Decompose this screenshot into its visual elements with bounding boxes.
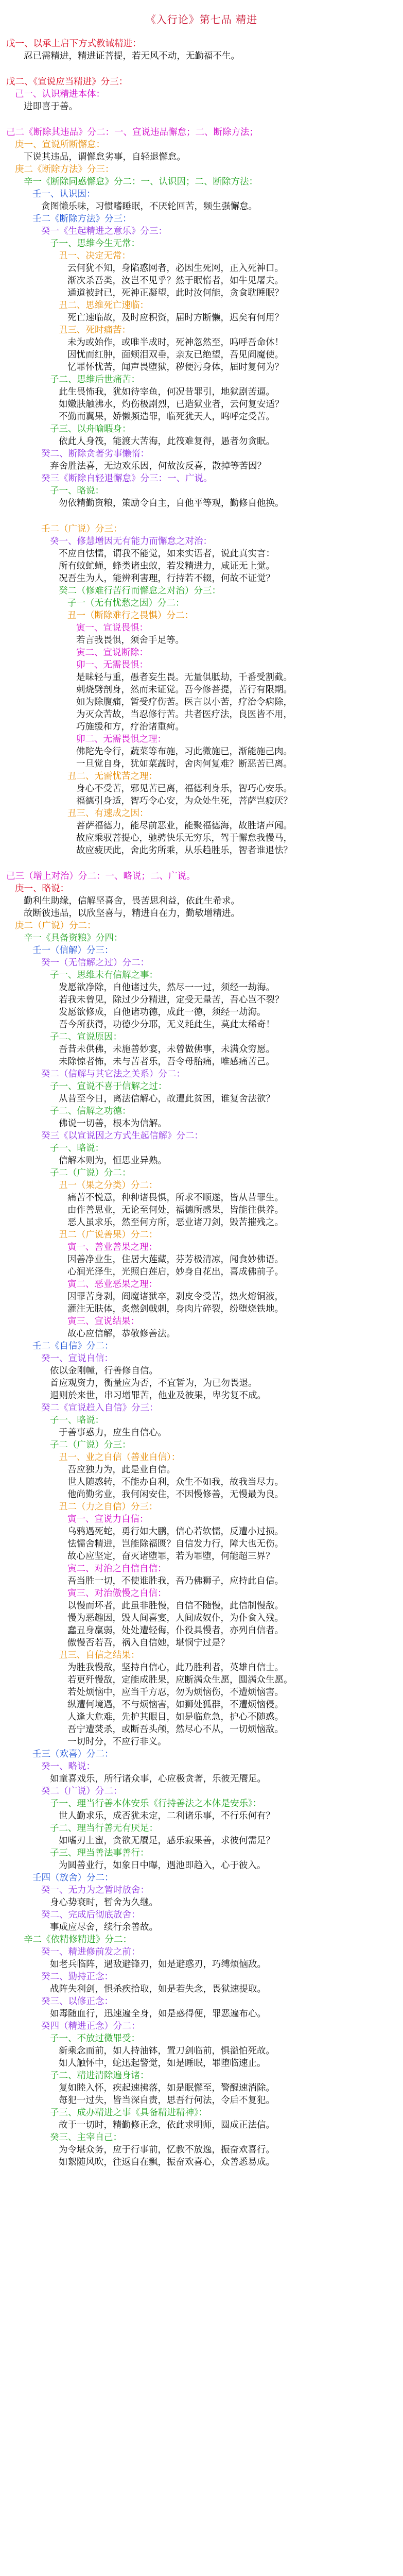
outline-heading: 庚一、宣说所断懈怠： — [15, 140, 105, 150]
verse-line: 弃舍胜法喜，无边欢乐因，何故汝反喜，散掉等苦因？ — [50, 461, 266, 471]
verse-line: 灌注无肤体，炙燃剑戟刺，身肉片碎裂，纷堕烧铁地。 — [67, 1304, 284, 1314]
outline-heading: 癸一、修慧增因无有能力而懈怠之对治： — [50, 536, 212, 547]
outline-heading: 癸一《生起精进之意乐》分三： — [41, 226, 167, 236]
verse-line: 故断彼违品，以欣坚喜与，精进自在力，勤敏增精进。 — [24, 908, 240, 919]
verse-line: 恶人虽求乐，然至何方所，恶业诸刀剑，毁苦摧残之。 — [67, 1217, 284, 1228]
outline-heading: 子二（广说）分三： — [50, 1440, 131, 1450]
outline-heading: 子一、思维未有信解之事： — [50, 970, 158, 980]
outline-heading: 丑一（果之分类）分二： — [59, 1180, 158, 1191]
outline-heading: 壬二《断除方法》分三： — [32, 214, 132, 224]
outline-heading: 癸一、宣说自信： — [41, 1353, 113, 1364]
outline-heading: 子一、略说： — [50, 1415, 104, 1426]
verse-line: 若更歼慢敌，定能成胜果，应断满众生愿，圆满众生愿。 — [67, 1675, 293, 1685]
verse-line: 若我未曾见，除过少分精进，定受无量苦，吾心岂不裂？ — [59, 995, 284, 1005]
verse-line: 故心应信解，恭敬修善法。 — [67, 1329, 176, 1339]
outline-heading: 癸三《以宣说因之方式生起信解》分二： — [41, 1131, 203, 1141]
verse-line: 一切时分，不应行非义。 — [67, 1737, 167, 1747]
verse-line: 怯懦舍精进，岂能除福匮？自信发力行，障大也无伤。 — [67, 1539, 284, 1549]
outline-heading: 寅三、宣说结果： — [67, 1316, 139, 1327]
outline-heading: 子三、成办精进之事《具备精进精神》： — [50, 2108, 208, 2118]
outline-heading: 丑一（断除难行之畏惧）分二： — [67, 611, 194, 621]
verse-line: 吾宁遭焚杀，或断吾头颅，然尽心不从，一切烦恼敌。 — [67, 1724, 284, 1735]
verse-line: 死亡速临故，及时应积资，届时方断懒，迟矣有何用？ — [67, 313, 284, 323]
verse-line: 世人随惑转，不能办自利，众生不如我，故我当尽力。 — [67, 1477, 284, 1487]
verse-line: 如嫩肤触沸水，灼伤极剧烈，已造狱业者，云何复安适？ — [59, 399, 284, 410]
verse-line: 复如睦入怀，疾起速拂落，如是眠懈至，警醒速消除。 — [59, 2083, 275, 2093]
verse-line: 如童喜戏乐，所行诸众事，心应极贪著，乐彼无餍足。 — [50, 1774, 266, 1784]
outline-heading: 癸二（修难行苦行而懈怠之对治）分三： — [59, 586, 221, 596]
verse-line: 通道被封已，死神正凝望，此时汝何能，贪食耽睡眠？ — [67, 288, 284, 298]
verse-line: 纵遭何境遇，不与烦恼害，如狮处狐群，不遭烦恼侵。 — [67, 1700, 284, 1710]
outline-heading: 寅一、宣说力自信： — [67, 1514, 149, 1524]
outline-heading: 丑一、决定无常： — [59, 251, 131, 261]
verse-line: 为灭众苦故，当忍修行苦。共者医疗法，良医皆不用， — [76, 709, 292, 720]
verse-line: 吾当胜一切，不使谁胜我，吾乃佛狮子，应持此自信。 — [67, 1576, 284, 1586]
verse-line: 未为或始作，或唯半成时，死神忽然至，呜呼吾命休！ — [67, 337, 284, 348]
outline-heading: 癸二《宣说趋入自信》分三： — [41, 1403, 159, 1413]
verse-line: 因罪苦身剥，阎魔诸狱卒，剥皮令受苦，热火熔铜液， — [67, 1292, 284, 1302]
outline-heading: 寅二、宣说断除： — [76, 648, 148, 658]
verse-line: 所有蚊虻蝇，蜂类诸虫蚁，若发精进力，咸证无上觉。 — [59, 561, 275, 571]
outline-heading: 戊一、以承上启下方式教诫精进： — [6, 39, 142, 49]
outline-heading: 丑三、有速成之因： — [67, 808, 149, 819]
verse-line: 吾应独力为，此是业自信。 — [67, 1465, 176, 1475]
verse-line: 以慢而坏者，此虽非胜慢，自信不随慢，此信制慢敌。 — [67, 1601, 284, 1611]
outline-heading: 寅二、对治之自信自信： — [67, 1564, 167, 1574]
outline-heading: 子二、精进清除遍身诸： — [50, 2071, 149, 2081]
outline-heading: 癸三、主宰自己： — [50, 2132, 122, 2143]
verse-line: 云何犹不知，身陷惑网者，必因生死网，正入死神口。 — [67, 263, 284, 274]
outline-heading: 己一、认识精进本体： — [15, 89, 105, 99]
outline-heading: 己三（增上对治）分二：一、略说；二、广说。 — [6, 871, 196, 882]
verse-line: 如嗜刃上蜜，贪欲无餍足，感乐寂果善，求彼何需足？ — [59, 1836, 275, 1846]
verse-line: 发愿欲净除，自他诸过失，然尽一一过，须经一劫海。 — [59, 982, 275, 993]
verse-line: 傲慢否若吾，祸入自信她，堪悯宁过是？ — [67, 1638, 230, 1648]
verse-line: 如老兵临阵，遇敌避锋刃，如是避惑刃，巧缚烦恼敌。 — [50, 1959, 266, 1970]
outline-heading: 子三、以舟喻暇身： — [50, 424, 131, 434]
verse-line: 如絮随风吹，往返自在飘，振奋欢喜心，众善悉易成。 — [59, 2157, 275, 2167]
verse-line: 刺烧劈剖身，然而未证觉。吾今修菩提，苦行有限期。 — [76, 685, 292, 695]
outline-heading: 子一、略说： — [50, 1143, 104, 1154]
verse-line: 事成应尽舍，续行余善故。 — [50, 1922, 158, 1933]
verse-line: 是昧轻与重，愚者妄生畏。无量俱胝劫，千番受割截。 — [76, 672, 292, 683]
verse-line: 况吾生为人，能辨利害理，行持若不辍，何故不证觉？ — [59, 573, 275, 584]
verse-line: 于善事惑力，应生自信心。 — [59, 1428, 167, 1438]
verse-line: 由作善思业，无论至何处，福德所感果，皆能往供养。 — [67, 1205, 284, 1215]
verse-line: 菩萨福德力，能尽前恶业，能聚福德海，故胜诸声闻。 — [76, 821, 292, 831]
verse-line: 贪图懒乐味，习惯嗜睡眠，不厌轮回苦，频生强懈怠。 — [41, 201, 257, 212]
verse-line: 首应观资力，衡量应为否，不宜暂为，为已勿畏退。 — [50, 1378, 257, 1388]
outline-heading: 壬四（放舍）分二： — [32, 1873, 114, 1883]
outline-heading: 癸一（无信解之过）分二： — [41, 958, 149, 968]
outline-heading: 己二《断除其违品》分二：一、宣说违品懈怠；二、断除方法； — [6, 127, 258, 138]
outline-heading: 子二、理当行善无有厌足： — [50, 1823, 158, 1834]
verse-line: 身心不受苦，邪见苦已离，福德利身乐，智巧心安乐。 — [76, 784, 292, 794]
verse-line: 心润光泽生，光照白莲启，妙身自花出，喜成佛前子。 — [67, 1267, 284, 1277]
outline-heading: 壬一、认识因： — [32, 189, 96, 199]
verse-line: 勤利生助缘，信解坚喜舍，畏苦思利益，依此生希求。 — [24, 896, 240, 906]
verse-line: 佛陀先令行，蔬菜等布施，习此微施已，渐能施己肉。 — [76, 747, 292, 757]
outline-heading: 癸一、无力为之暂时放舍： — [41, 1885, 149, 1895]
outline-heading: 子一、宣说不喜于信解之过： — [50, 1081, 167, 1092]
outline-heading: 寅三、对治傲慢之自信： — [67, 1588, 167, 1599]
outline-heading: 癸二、勤持正念： — [41, 1972, 113, 1982]
outline-heading: 庚二（广说）分二： — [15, 921, 96, 931]
verse-line: 慢为恶趣因，毁人间喜宴，人间成奴仆，为仆食入残。 — [67, 1613, 284, 1623]
section-gap — [0, 857, 403, 870]
verse-line: 痛苦不悦意，种种诸畏惧，所求不顺遂，皆从昔罪生。 — [67, 1193, 284, 1203]
verse-line: 为胜我慢敌，坚持自信心，此乃胜利者，英雄自信士。 — [67, 1663, 284, 1673]
verse-line: 若言我畏惧，须舍手足等。 — [76, 635, 184, 646]
outline-heading: 子二（广说）分二： — [50, 1168, 131, 1178]
verse-line: 不应自怯懦，谓我不能觉，如来实语者，说此真实言： — [59, 549, 275, 559]
verse-line: 每犯一过失，皆当深自责，思吾行何法，令后不复犯。 — [59, 2095, 275, 2106]
outline-heading: 癸二（信解与其它法之关系）分二： — [41, 1069, 185, 1079]
section-gap — [0, 113, 403, 126]
verse-line: 未除惊者怖，未与苦者乐，吾令母胎痛，唯感痛苦己。 — [59, 1057, 275, 1067]
verse-line: 如毒随血行，迅速遍全身，如是惑得便，罪恶遍布心。 — [50, 2009, 266, 2019]
verse-line: 如为除腹痛，暂受疗伤苦。医言以小苦，疗治令病除， — [76, 697, 292, 707]
verse-line: 人逢大危难，先护其眼目，如是临危急，护心不随惑。 — [67, 1712, 284, 1722]
verse-line: 新乘念而前，如人持油钵，置刀剑临前，惧溢怕死故。 — [59, 2046, 275, 2056]
verse-line: 发愿欲修成，自他诸功德，成此一德，须经一劫海。 — [59, 1007, 266, 1018]
outline-heading: 辛一《具备资粮》分四： — [24, 933, 123, 943]
verse-line: 他尚勤劣业，我何闲安住，不因慢修善，无慢最为良。 — [67, 1489, 284, 1500]
outline-heading: 子二、思维后世痛苦： — [50, 375, 140, 385]
verse-line: 乌鸦遇死蛇，勇行如大鹏，信心若软懦，反遭小过损。 — [67, 1527, 284, 1537]
outline-list — [0, 38, 403, 2168]
verse-line: 从昔至今日，离法信解心，故遭此贫困，谁复舍法欲？ — [59, 1094, 275, 1104]
verse-line: 故应疲厌此，舍此劣所乘，从乐趋胜乐，智者谁退怯？ — [76, 845, 292, 856]
outline-heading: 子二、宣说原因： — [50, 1032, 122, 1042]
outline-heading: 丑三、死时痛苦： — [59, 325, 131, 335]
verse-line: 故于一切时，精勤修正念，依此求明师，圆成正法信。 — [59, 2120, 275, 2130]
outline-heading: 壬三（欢喜）分二： — [32, 1749, 114, 1759]
outline-heading: 辛一《断除同惑懈怠》分二：一、认识因；二、断除方法： — [24, 177, 258, 187]
verse-line: 身心势衰时，暂舍为久继。 — [50, 1897, 158, 1908]
verse-line: 因善净业生，住居大莲藏，芬芳极清凉，闻食妙佛语。 — [67, 1255, 284, 1265]
verse-line: 如人触怀中，蛇迅起警觉，如是睡眠，罪堕临速止。 — [59, 2058, 266, 2069]
outline-heading: 丑二、无需忧苦之理： — [67, 771, 157, 782]
verse-line: 故应乘驭菩提心，驰骋快乐无穷乐，驾于懈怠我慢马， — [76, 833, 292, 843]
outline-heading: 子一、理当行善本体安乐《行持善法之本体是安乐》： — [50, 1799, 262, 1809]
verse-line: 佛说一切善，根本为信解。 — [59, 1118, 167, 1129]
outline-heading: 寅一、宣说畏惧： — [76, 623, 148, 633]
verse-line: 忍已需精进，精进证菩提，若无风不动，无勤福不生。 — [24, 51, 240, 61]
outline-heading: 癸三《断除自轻退懈怠》分三：一、广说。 — [41, 473, 213, 484]
outline-heading: 子三、理当善法事善行： — [50, 1848, 149, 1858]
verse-line: 巧施缓和方，疗治诸重疴。 — [76, 722, 184, 732]
verse-line: 渐次杀吾类，汝岂不见乎？然于眠惰者，如牛见屠夫。 — [67, 276, 284, 286]
verse-line: 蠢丑身羸弱，处处遭轻侮，仆役具慢者，亦列自信者。 — [67, 1625, 284, 1636]
outline-heading: 癸二、完成后彻底放舍： — [41, 1910, 141, 1920]
outline-heading: 癸一、略说： — [41, 1761, 95, 1772]
outline-heading: 丑一、业之自信（善业自信）： — [59, 1452, 181, 1463]
outline-heading: 壬二《自信》分二： — [32, 1341, 114, 1351]
verse-line: 下说其违品，谓懈怠劣事，自轻退懈怠。 — [24, 152, 186, 162]
verse-line: 福德引身适，智巧令心安，为众处生死，菩萨岂疲厌？ — [76, 796, 292, 806]
outline-heading: 卯一、无需畏惧： — [76, 660, 148, 670]
verse-line: 信解本则为，恒思业异熟。 — [59, 1156, 167, 1166]
outline-heading: 丑三、自信之结果： — [59, 1650, 140, 1660]
verse-line: 因忧而红肿，面颊泪双垂，亲友已绝望，吾见阎魔使。 — [67, 350, 284, 360]
section-gap — [0, 510, 403, 523]
verse-line: 此生畏怖我，犹如待宰鱼，何况昔罪引，地狱剧苦逼。 — [59, 387, 275, 397]
outline-heading: 辛二《依精修精进》分二： — [24, 1935, 132, 1945]
outline-heading: 壬一（信解）分三： — [32, 945, 114, 956]
verse-line: 一旦觉自身，犹如菜蔬时，舍肉何复难？断恶苦已离。 — [76, 759, 292, 769]
section-gap — [0, 62, 403, 76]
outline-heading: 卯二、无需畏惧之理： — [76, 734, 166, 744]
verse-line: 依此人身筏，能渡大苦海，此筏难复得，愚者勿贪眠。 — [59, 436, 275, 447]
outline-heading: 子二、信解之功德： — [50, 1106, 131, 1116]
page-title: 《入行论》第七品 精进 — [145, 13, 258, 26]
outline-heading: 癸二、断除贪著劣事懒惰： — [41, 449, 149, 459]
verse-line: 勿依精勤资粮，策励令自主，自他平等观，勤修自他换。 — [59, 498, 284, 509]
outline-heading: 癸四（精进正念）分二： — [41, 2021, 141, 2031]
verse-line: 故心应坚定，奋灭诸堕罪，若为罪堕，何能超三界？ — [67, 1551, 275, 1562]
verse-line: 依以金刚幢，行善修自信。 — [50, 1366, 158, 1376]
verse-line: 为令堪众务，应于行事前，忆教不放逸，振奋欢喜行。 — [59, 2145, 275, 2155]
outline-heading: 癸三、以修正念： — [41, 1996, 113, 2007]
outline-heading: 壬二（广说）分三： — [41, 524, 122, 534]
outline-heading: 庚一、略说： — [15, 884, 69, 894]
outline-heading: 丑二、思维死亡速临： — [59, 300, 149, 311]
outline-heading: 子一、略说： — [50, 486, 104, 496]
outline-heading: 戊二、《宣说应当精进》分三： — [6, 77, 128, 87]
verse-line: 战阵失利剑，惧杀疾拾取，如是若失念，畏狱速提取。 — [50, 1984, 266, 1994]
verse-line: 不勤而冀果，娇懒频造罪，临死犹天人，呜呼定受苦。 — [59, 412, 275, 422]
verse-line: 退则於来世，串习增罪苦，他业及彼果，卑劣复不成。 — [50, 1391, 266, 1401]
verse-line: 为圆善业行，如象日中曝，遇池即趋入，心于彼入。 — [59, 1860, 266, 1871]
verse-line: 吾今所获得，功德少分耶，无义耗此生，莫此太稀奇！ — [59, 1020, 275, 1030]
verse-line: 吾昔未供佛，未施善妙宴，未曾做佛事，未满众穷愿。 — [59, 1044, 275, 1055]
outline-heading: 寅二、恶业恶果之理： — [67, 1279, 157, 1290]
outline-heading: 庚二《断除方法》分三： — [15, 164, 114, 175]
outline-heading: 子一、不放过微罪受： — [50, 2033, 140, 2044]
outline-heading: 癸二（广说）分二： — [41, 1786, 122, 1797]
verse-line: 进即喜于善。 — [24, 101, 78, 112]
outline-heading: 子一、思维今生无常： — [50, 239, 140, 249]
outline-heading: 丑二（广说善果）分二： — [59, 1230, 158, 1240]
verse-line: 世人勤求乐，成否犹未定，二利诸乐事，不行乐何有？ — [59, 1811, 275, 1821]
verse-line: 若处烦恼中，应当千方忍，勿为烦恼伤，不遭烦恼害。 — [67, 1687, 284, 1698]
outline-heading: 癸一、精进修前发之前： — [41, 1947, 141, 1957]
outline-heading: 寅一、善业善果之理： — [67, 1242, 157, 1252]
outline-heading: 子一（无有忧愁之因）分二： — [67, 598, 185, 608]
verse-line: 忆罪怀忧苦，闻声畏堕狱，秽便污身体，届时复何为？ — [67, 362, 284, 372]
outline-heading: 丑二（力之自信）分三： — [59, 1502, 158, 1512]
